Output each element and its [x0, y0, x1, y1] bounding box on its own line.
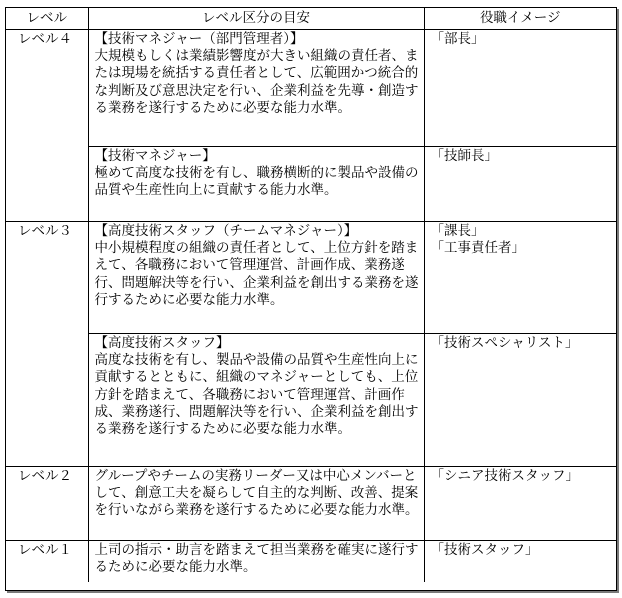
level-definition-table	[6, 8, 616, 582]
header-level-criteria: レベル区分の目安	[88, 8, 424, 30]
role-label: 「技術スペシャリスト」	[430, 335, 579, 351]
table-row	[6, 334, 616, 467]
criteria-cell	[88, 467, 424, 541]
role-label: 「シニア技術スタッフ」	[430, 468, 579, 484]
level-cell: レベル３	[6, 222, 88, 467]
role-cell	[424, 467, 616, 541]
criteria-cell	[88, 541, 424, 583]
criteria-cell	[88, 222, 424, 334]
criteria-cell	[88, 30, 424, 147]
criteria-title: 【高度技術スタッフ】	[94, 335, 230, 351]
criteria-cell	[88, 334, 424, 467]
level-definition-table-frame	[5, 7, 617, 591]
criteria-description: グループやチームの実務リーダー又は中心メンバーとして、創意工夫を凝らして自主的な判断、改善、提案を行いながら業務を遂行するために必要な能力水準。	[94, 468, 419, 519]
table-row	[6, 30, 616, 147]
role-label: 「部長」	[430, 31, 485, 47]
role-cell	[424, 541, 616, 583]
role-cell	[424, 147, 616, 222]
criteria-title: 【技術マネジャー】	[94, 148, 216, 164]
header-position-image: 役職イメージ	[424, 8, 616, 30]
criteria-title: 【技術マネジャー（部門管理者）】	[94, 31, 304, 47]
role-label: 「工事責任者」	[430, 240, 525, 257]
criteria-title: 【高度技術スタッフ（チームマネジャー）】	[94, 223, 358, 239]
table-row	[6, 467, 616, 541]
table-row	[6, 541, 616, 583]
level-cell: レベル４	[6, 30, 88, 222]
criteria-description: 上司の指示・助言を踏まえて担当業務を確実に遂行するために必要な能力水準。	[94, 542, 419, 576]
role-label: 「技師長」	[430, 148, 498, 164]
role-label: 「技術スタッフ」	[430, 542, 539, 558]
table-row	[6, 222, 616, 334]
criteria-cell	[88, 147, 424, 222]
role-label: 「課長」	[430, 223, 485, 239]
level-cell: レベル１	[6, 541, 88, 583]
table-header-row	[6, 8, 616, 30]
role-cell	[424, 30, 616, 147]
table-row	[6, 147, 616, 222]
criteria-description: 極めて高度な技術を有し、職務横断的に製品や設備の品質や生産性向上に貢献する能力水準。	[94, 165, 419, 199]
criteria-description: 大規模もしくは業績影響度が大きい組織の責任者、または現場を統括する責任者として、広範囲かつ統合的な判断及び意思決定を行い、企業利益を先導・創造する業務を遂行するために必要な能力水準。	[94, 48, 419, 116]
role-cell	[424, 222, 616, 334]
criteria-description: 高度な技術を有し、製品や設備の品質や生産性向上に貢献するとともに、組織のマネジャーとしても、上位方針を踏まえて、各職務において管理運営、計画作成、業務遂行、問題解決等を行い、企業利益を創出する業務を遂行するために必要な能力水準。	[94, 352, 419, 438]
role-cell	[424, 334, 616, 467]
level-cell: レベル２	[6, 467, 88, 541]
criteria-description: 中小規模程度の組織の責任者として、上位方針を踏まえて、各職務において管理運営、計画作成、業務遂行、問題解決等を行い、企業利益を創出する業務を遂行するために必要な能力水準。	[94, 240, 419, 308]
header-level: レベル	[6, 8, 88, 30]
